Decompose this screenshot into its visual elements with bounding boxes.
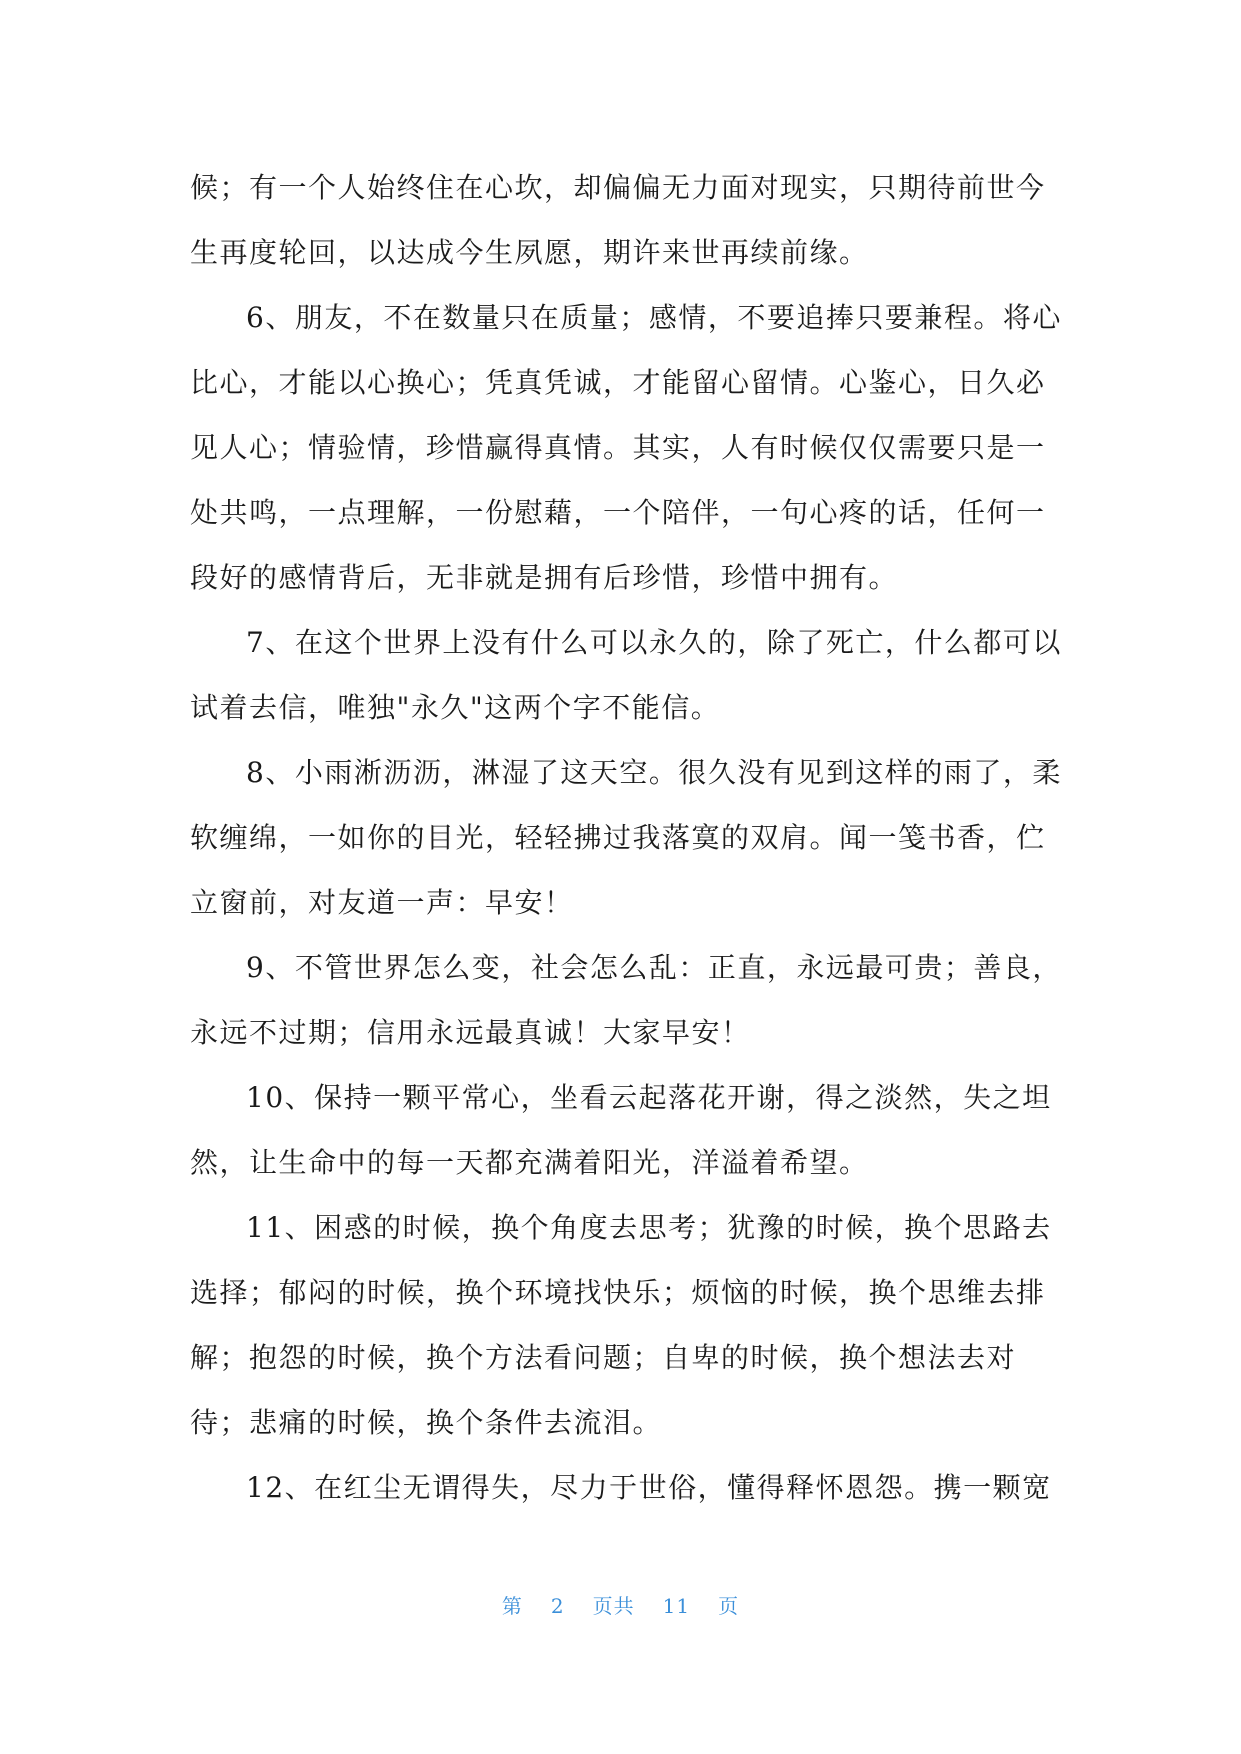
- text-line: 软缠绵，一如你的目光，轻轻拂过我落寞的双肩。闻一笺书香，伫: [190, 821, 1046, 854]
- paragraph-8-line: 8、小雨淅沥沥，淋湿了这天空。很久没有见到这样的雨了，柔: [246, 756, 1062, 789]
- paragraph-6-line: 6、朋友，不在数量只在质量；感情，不要追捧只要兼程。将心: [246, 301, 1062, 334]
- text-line: 然，让生命中的每一天都充满着阳光，洋溢着希望。: [190, 1146, 869, 1179]
- text-line: 段好的感情背后，无非就是拥有后珍惜，珍惜中拥有。: [190, 561, 899, 594]
- page-footer: [0, 1590, 1241, 1619]
- text-line: 待；悲痛的时候，换个条件去流泪。: [190, 1406, 663, 1439]
- paragraph-7-line: 7、在这个世界上没有什么可以永久的，除了死亡，什么都可以: [246, 626, 1062, 659]
- current-page-number: 2: [550, 1594, 565, 1618]
- total-pages-number: 11: [662, 1594, 691, 1618]
- text-line: 处共鸣，一点理解，一份慰藉，一个陪伴，一句心疼的话，任何一: [190, 496, 1046, 529]
- footer-prefix: 第: [501, 1594, 523, 1618]
- text-line: 比心，才能以心换心；凭真凭诚，才能留心留情。心鉴心，日久必: [190, 366, 1046, 399]
- text-line: 候；有一个人始终住在心坎，却偏偏无力面对现实，只期待前世今: [190, 171, 1046, 204]
- paragraph-9-line: 9、不管世界怎么变，社会怎么乱：正直，永远最可贵；善良，: [246, 951, 1062, 984]
- paragraph-10-line: 10、保持一颗平常心，坐看云起落花开谢，得之淡然，失之坦: [246, 1081, 1052, 1114]
- paragraph-11-line: 11、困惑的时候，换个角度去思考；犹豫的时候，换个思路去: [246, 1211, 1052, 1244]
- document-body: [190, 155, 1062, 1520]
- paragraph-12-line: 12、在红尘无谓得失，尽力于世俗，懂得释怀恩怨。携一颗宽: [246, 1471, 1052, 1504]
- text-line: 立窗前，对友道一声：早安！: [190, 886, 574, 919]
- text-line: 生再度轮回，以达成今生夙愿，期许来世再续前缘。: [190, 236, 869, 269]
- footer-middle: 页共: [592, 1594, 635, 1618]
- text-line: 选择；郁闷的时候，换个环境找快乐；烦恼的时候，换个思维去排: [190, 1276, 1046, 1309]
- text-line: 解；抱怨的时候，换个方法看问题；自卑的时候，换个想法去对: [190, 1341, 1017, 1374]
- text-line: 见人心；情验情，珍惜赢得真情。其实，人有时候仅仅需要只是一: [190, 431, 1046, 464]
- text-line: 试着去信，唯独"永久"这两个字不能信。: [190, 691, 721, 724]
- text-line: 永远不过期；信用永远最真诚！大家早安！: [190, 1016, 751, 1049]
- footer-suffix: 页: [718, 1594, 740, 1618]
